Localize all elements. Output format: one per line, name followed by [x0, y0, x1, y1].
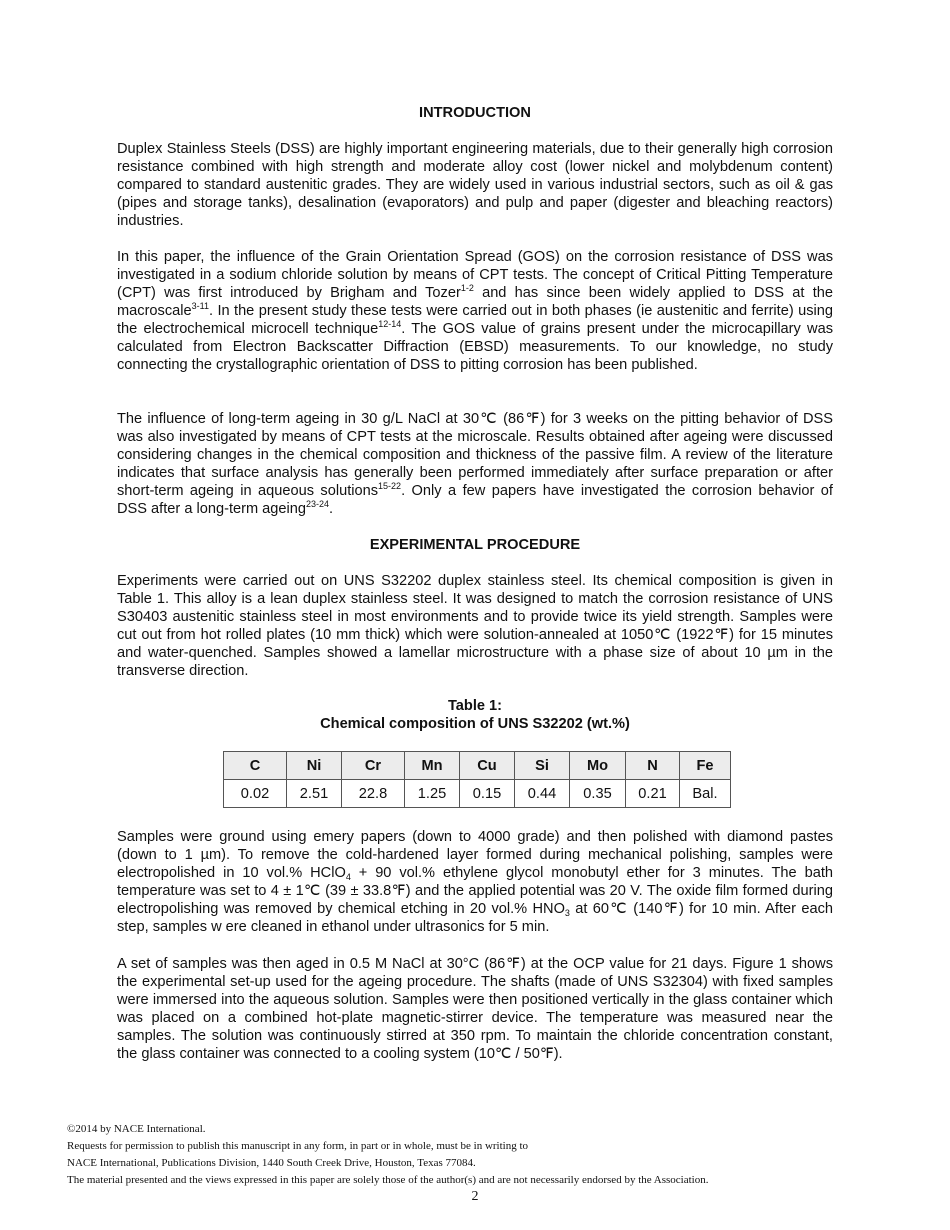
- citation-superscript: 1-2: [460, 283, 474, 293]
- table-header-row: [224, 752, 731, 780]
- page-number: 2: [471, 1189, 479, 1204]
- table-cell: 0.35: [570, 780, 626, 808]
- table-cell: 0.44: [515, 780, 570, 808]
- table-cell: Bal.: [680, 780, 731, 808]
- experimental-paragraph-1: Experiments were carried out on UNS S32202 duplex stainless steel. Its chemical composition is given in Table 1. This alloy is a lean duplex stainless steel. It was designed to match the corrosion resistance of UNS S30403 austenitic stainless steel in most environments and to provide twice its yield strength. Samples were cut out from hot rolled plates (10 mm thick) which were solution-annealed at 1050℃ (1922℉) for 15 minutes and water-quenched. Samples showed a lamellar microstructure with a phase size of about 10 µm in the transverse direction.: [117, 573, 833, 679]
- chemical-subscript: 3: [564, 908, 570, 918]
- footer-copyright: ©2014 by NACE International.: [67, 1123, 206, 1135]
- intro-paragraph-1: Duplex Stainless Steels (DSS) are highly important engineering materials, due to their generally high corrosion resistance combined with high strength and moderate alloy cost (lower nickel and molybdenum content) compared to standard austenitic grades. They are widely used in various industrial sectors, such as oil & gas (pipes and storage tanks), desalination (evaporators) and pulp and paper (digester and bleaching reactors) industries.: [117, 141, 833, 229]
- citation-superscript: 15-22: [378, 481, 402, 491]
- intro-paragraph-3: The influence of long-term ageing in 30 g/L NaCl at 30℃ (86℉) for 3 weeks on the pitting behavior of DSS was also investigated by means of CPT tests at the microscale. Results obtained after ageing were discussed considering changes in the chemical composition and thickness of the passive film. A review of the literature indicates that surface analysis has generally been performed immediately after surface preparation or after short-term ageing in aqueous solutions$^{15-22}$. Only a few papers have investigated the corrosion behavior of DSS after a long-term ageing$^{23-24}$.: [117, 411, 833, 517]
- table-caption-label: Table 1:: [447, 698, 503, 714]
- composition-table: [223, 751, 731, 808]
- footer-disclaimer-line: The material presented and the views expressed in this paper are solely those of the author(s) and are not necessarily endorsed by the Association.: [67, 1174, 709, 1186]
- table-header-cell: C: [224, 752, 287, 780]
- table-cell: 0.15: [460, 780, 515, 808]
- table-header-cell: Ni: [287, 752, 342, 780]
- table-header-cell: Cr: [342, 752, 405, 780]
- chemical-subscript: 4: [345, 872, 351, 882]
- table-header-cell: N: [626, 752, 680, 780]
- ageing-paragraph: A set of samples was then aged in 0.5 M NaCl at 30°C (86℉) at the OCP value for 21 days. Figure 1 shows the experimental set-up used for the ageing procedure. The shafts (made of UNS S32304) with fixed samples were immersed into the aqueous solution. Samples were then positioned vertically in the glass container which was placed on a combined hot-plate magnetic-stirrer device. The temperature was measured near the samples. The solution was continuously stirred at 350 rpm. To maintain the chloride concentration constant, the glass container was connected to a cooling system (10℃ / 50℉).: [117, 956, 833, 1062]
- intro-paragraph-2: In this paper, the influence of the Grain Orientation Spread (GOS) on the corrosion resistance of DSS was investigated in a sodium chloride solution by means of CPT tests. The concept of Critical Pitting Temperature (CPT) was first introduced by Brigham and Tozer$^{1-2}$ and has since been widely applied to DSS at the macroscale$^{3-11}$. In the present study these tests were carried out in both phases (ie austenitic and ferrite) using the electrochemical microcell technique$^{12-14}$. The GOS value of grains present under the microcapillary was calculated from Electron Backscatter Diffraction (EBSD) measurements. To our knowledge, no study connecting the crystallographic orientation of DSS to pitting corrosion has been published.: [117, 249, 834, 373]
- table-header-cell: Cu: [460, 752, 515, 780]
- table-cell: 2.51: [287, 780, 342, 808]
- table-header-cell: Mo: [570, 752, 626, 780]
- experimental-procedure-heading: EXPERIMENTAL PROCEDURE: [369, 537, 581, 553]
- citation-superscript: 3-11: [191, 301, 209, 311]
- table-cell: 0.21: [626, 780, 680, 808]
- table-caption-title: Chemical composition of UNS S32202 (wt.%): [320, 716, 630, 732]
- table-header-cell: Fe: [680, 752, 731, 780]
- introduction-heading: INTRODUCTION: [419, 105, 531, 121]
- table-cell: 0.02: [224, 780, 287, 808]
- footer-address-line: NACE International, Publications Division, 1440 South Creek Drive, Houston, Texas 77084.: [67, 1157, 476, 1169]
- citation-superscript: 12-14: [378, 319, 402, 329]
- table-header-cell: Si: [515, 752, 570, 780]
- table-header-cell: Mn: [405, 752, 460, 780]
- table-row: [224, 780, 731, 808]
- preparation-paragraph: Samples were ground using emery papers (down to 4000 grade) and then polished with diamond pastes (down to 1 µm). To remove the cold-hardened layer formed during mechanical polishing, samples were electropolished in 10 vol.% HClO$_4$ + 90 vol.% ethylene glycol monobutyl ether for 3 minutes. The bath temperature was set to 4 ± 1℃ (39 ± 33.8℉) and the applied potential was 20 V. The oxide film formed during electropolishing was removed by chemical etching in 20 vol.% $HNO_3$ at 60℃ (140℉) for 10 min. After each step, samples w ere cleaned in ethanol under ultrasonics for 5 min.: [117, 829, 833, 935]
- citation-superscript: 23-24: [306, 499, 330, 509]
- table-cell: 1.25: [405, 780, 460, 808]
- footer-permission-line: Requests for permission to publish this manuscript in any form, in part or in whole, must be in writing to: [67, 1140, 529, 1152]
- table-cell: 22.8: [342, 780, 405, 808]
